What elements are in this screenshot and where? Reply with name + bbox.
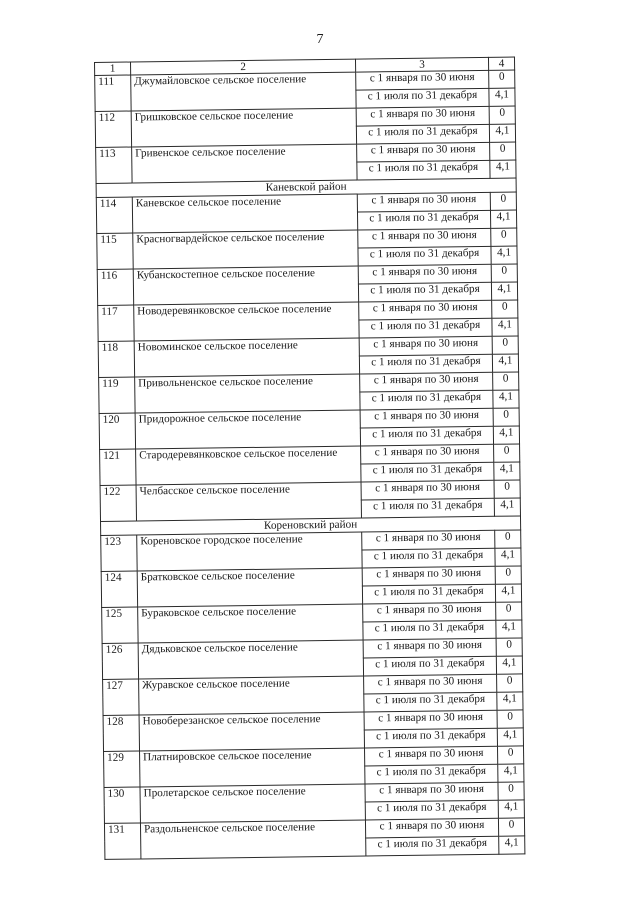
settlement-name: Раздольненское сельское поселение <box>140 820 365 859</box>
settlement-name: Кубанскостепное сельское поселение <box>133 266 358 305</box>
period-cell: с 1 января по 30 июня <box>365 783 498 803</box>
settlement-name: Каневское сельское поселение <box>132 194 357 233</box>
period-cell: с 1 января по 30 июня <box>365 747 498 767</box>
settlement-number: 119 <box>99 377 135 413</box>
period-cell: с 1 июля по 31 декабря <box>356 89 489 109</box>
value-cell: 0 <box>493 408 519 426</box>
period-cell: с 1 июля по 31 декабря <box>361 463 494 483</box>
period-cell: с 1 января по 30 июня <box>358 265 491 285</box>
value-cell: 4,1 <box>498 764 524 782</box>
value-cell: 0 <box>497 746 523 764</box>
period-cell: с 1 января по 30 июня <box>358 229 491 249</box>
settlement-number: 116 <box>97 269 133 305</box>
settlement-name: Дядьковское сельское поселение <box>138 640 363 679</box>
period-cell: с 1 января по 30 июня <box>363 639 496 659</box>
settlement-number: 126 <box>102 643 138 679</box>
period-cell: с 1 января по 30 июня <box>364 675 497 695</box>
column-header-3: 3 <box>355 57 488 72</box>
value-cell: 0 <box>495 566 521 584</box>
period-cell: с 1 января по 30 июня <box>356 107 489 127</box>
value-cell: 0 <box>491 228 517 246</box>
value-cell: 4,1 <box>490 210 516 228</box>
period-cell: с 1 января по 30 июня <box>361 445 494 465</box>
value-cell: 0 <box>496 602 522 620</box>
settlement-name: Братковское сельское поселение <box>137 568 362 607</box>
period-cell: с 1 июля по 31 декабря <box>364 729 497 749</box>
tariff-table <box>94 56 525 860</box>
value-cell: 4,1 <box>498 800 524 818</box>
value-cell: 4,1 <box>495 548 521 566</box>
settlement-name: Кореновское городское поселение <box>137 532 362 571</box>
district-name: Кореновский район <box>101 516 521 535</box>
period-cell: с 1 января по 30 июня <box>363 603 496 623</box>
value-cell: 4,1 <box>497 728 523 746</box>
period-cell: с 1 июля по 31 декабря <box>360 391 493 411</box>
settlement-name: Журавское сельское поселение <box>139 676 364 715</box>
settlement-number: 127 <box>103 679 139 715</box>
period-cell: с 1 января по 30 июня <box>359 337 492 357</box>
value-cell: 4,1 <box>496 656 522 674</box>
period-cell: с 1 июля по 31 декабря <box>356 125 489 145</box>
settlement-name: Челбасское сельское поселение <box>136 482 361 521</box>
page-number: 7 <box>316 32 324 47</box>
value-cell: 4,1 <box>491 282 517 300</box>
settlement-name: Джумайловское сельское поселение <box>131 72 356 111</box>
settlement-name: Пролетарское сельское поселение <box>140 784 365 823</box>
period-cell: с 1 января по 30 июня <box>360 373 493 393</box>
value-cell: 0 <box>498 782 524 800</box>
settlement-number: 124 <box>101 571 137 607</box>
value-cell: 4,1 <box>489 124 515 142</box>
value-cell: 0 <box>489 106 515 124</box>
settlement-name: Новоминское сельское поселение <box>134 338 359 377</box>
value-cell: 0 <box>492 336 518 354</box>
value-cell: 4,1 <box>496 620 522 638</box>
settlement-number: 120 <box>99 413 135 449</box>
settlement-name: Новоберезанское сельское поселение <box>139 712 364 751</box>
period-cell: с 1 июля по 31 декабря <box>357 211 490 231</box>
settlement-number: 123 <box>101 535 137 571</box>
value-cell: 0 <box>498 818 524 836</box>
value-cell: 4,1 <box>494 498 520 516</box>
period-cell: с 1 июля по 31 декабря <box>363 657 496 677</box>
period-cell: с 1 января по 30 июня <box>357 193 490 213</box>
settlement-name: Привольненское сельское поселение <box>135 374 360 413</box>
period-cell: с 1 января по 30 июня <box>356 71 489 91</box>
value-cell: 4,1 <box>497 692 523 710</box>
value-cell: 0 <box>493 372 519 390</box>
period-cell: с 1 января по 30 июня <box>359 301 492 321</box>
value-cell: 0 <box>497 710 523 728</box>
settlement-name: Придорожное сельское поселение <box>135 410 360 449</box>
settlement-name: Новодеревянковское сельское поселение <box>134 302 359 341</box>
settlement-number: 125 <box>102 607 138 643</box>
column-header-4: 4 <box>488 57 514 71</box>
value-cell: 0 <box>494 444 520 462</box>
settlement-number: 128 <box>103 715 139 751</box>
settlement-number: 113 <box>96 147 132 183</box>
period-cell: с 1 июля по 31 декабря <box>360 427 493 447</box>
period-cell: с 1 июля по 31 декабря <box>362 549 495 569</box>
settlement-number: 131 <box>104 823 140 859</box>
period-cell: с 1 июля по 31 декабря <box>366 837 499 857</box>
period-cell: с 1 июля по 31 декабря <box>358 283 491 303</box>
period-cell: с 1 июля по 31 декабря <box>359 319 492 339</box>
settlement-name: Стародеревянковское сельское поселение <box>136 446 361 485</box>
settlement-number: 122 <box>100 485 136 521</box>
settlement-name: Гришковское сельское поселение <box>131 108 356 147</box>
period-cell: с 1 января по 30 июня <box>361 481 494 501</box>
value-cell: 0 <box>494 480 520 498</box>
value-cell: 4,1 <box>494 462 520 480</box>
settlement-number: 112 <box>95 111 131 147</box>
period-cell: с 1 января по 30 июня <box>357 143 490 163</box>
period-cell: с 1 января по 30 июня <box>362 531 495 551</box>
table-body <box>95 70 525 859</box>
value-cell: 4,1 <box>491 246 517 264</box>
settlement-number: 117 <box>98 305 134 341</box>
settlement-number: 129 <box>104 751 140 787</box>
settlement-name: Бураковское сельское поселение <box>138 604 363 643</box>
period-cell: с 1 июля по 31 декабря <box>365 765 498 785</box>
value-cell: 4,1 <box>492 318 518 336</box>
period-cell: с 1 июля по 31 декабря <box>361 499 494 519</box>
settlement-number: 130 <box>104 787 140 823</box>
value-cell: 4,1 <box>490 160 516 178</box>
value-cell: 0 <box>490 142 516 160</box>
value-cell: 4,1 <box>492 354 518 372</box>
period-cell: с 1 июля по 31 декабря <box>365 801 498 821</box>
settlement-number: 114 <box>96 197 132 233</box>
district-name: Каневской район <box>96 178 516 197</box>
settlement-number: 121 <box>100 449 136 485</box>
value-cell: 0 <box>497 674 523 692</box>
value-cell: 0 <box>492 300 518 318</box>
column-header-2: 2 <box>131 59 356 75</box>
settlement-name: Красногвардейское сельское поселение <box>133 230 358 269</box>
period-cell: с 1 января по 30 июня <box>365 819 498 839</box>
period-cell: с 1 января по 30 июня <box>364 711 497 731</box>
value-cell: 4,1 <box>495 584 521 602</box>
settlement-number: 115 <box>97 233 133 269</box>
settlement-name: Платнировское сельское поселение <box>140 748 365 787</box>
column-header-1: 1 <box>95 62 131 76</box>
settlement-number: 118 <box>98 341 134 377</box>
period-cell: с 1 января по 30 июня <box>360 409 493 429</box>
period-cell: с 1 июля по 31 декабря <box>358 247 491 267</box>
value-cell: 0 <box>496 638 522 656</box>
period-cell: с 1 июля по 31 декабря <box>363 621 496 641</box>
period-cell: с 1 июля по 31 декабря <box>357 161 490 181</box>
value-cell: 4,1 <box>493 426 519 444</box>
period-cell: с 1 января по 30 июня <box>362 567 495 587</box>
value-cell: 0 <box>489 70 515 88</box>
period-cell: с 1 июля по 31 декабря <box>362 585 495 605</box>
period-cell: с 1 июля по 31 декабря <box>359 355 492 375</box>
value-cell: 4,1 <box>499 836 525 854</box>
settlement-number: 111 <box>95 75 131 111</box>
value-cell: 0 <box>490 192 516 210</box>
settlement-name: Гривенское сельское поселение <box>132 144 357 183</box>
value-cell: 0 <box>491 264 517 282</box>
value-cell: 4,1 <box>489 88 515 106</box>
value-cell: 4,1 <box>493 390 519 408</box>
period-cell: с 1 июля по 31 декабря <box>364 693 497 713</box>
value-cell: 0 <box>495 530 521 548</box>
